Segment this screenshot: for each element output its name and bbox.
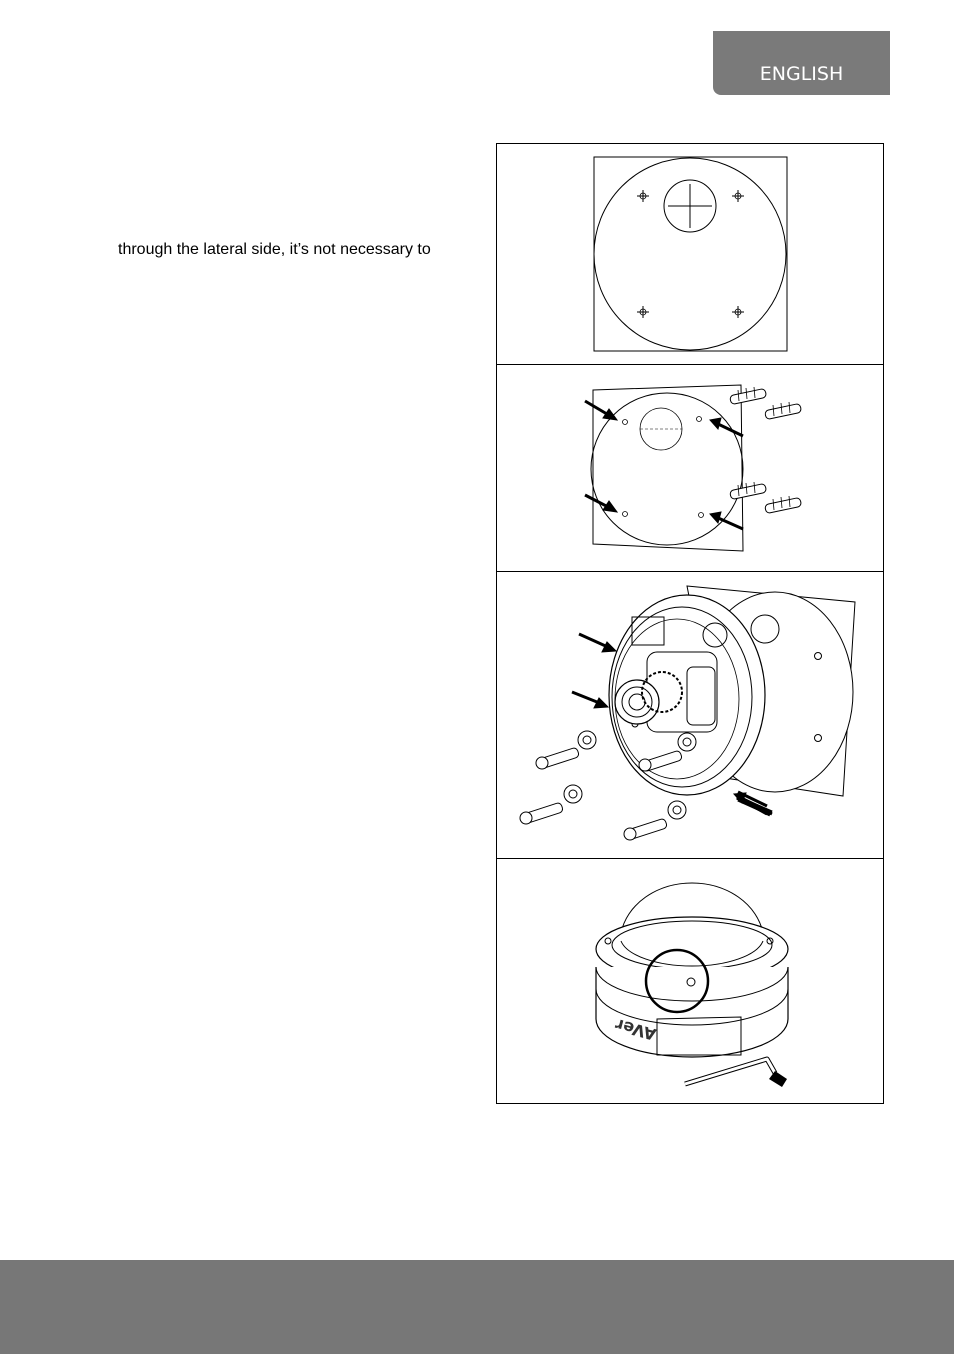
figure-dome-camera xyxy=(497,858,883,1105)
figure-camera-mount xyxy=(497,571,883,858)
footer-bar xyxy=(0,1260,954,1354)
camera-mount-illustration xyxy=(497,572,882,859)
figure-wall-anchors xyxy=(497,364,883,571)
figure-frame xyxy=(496,143,884,1104)
language-label: ENGLISH xyxy=(759,63,844,85)
drill-template-illustration xyxy=(497,144,882,364)
figure-drill-template xyxy=(497,144,883,364)
logo-text: AVer xyxy=(613,1014,659,1045)
dome-camera-illustration xyxy=(497,859,882,1104)
wall-anchors-illustration xyxy=(497,365,882,572)
language-tab xyxy=(713,31,890,95)
body-text: through the lateral side, it’s not necessary to xyxy=(118,241,431,258)
